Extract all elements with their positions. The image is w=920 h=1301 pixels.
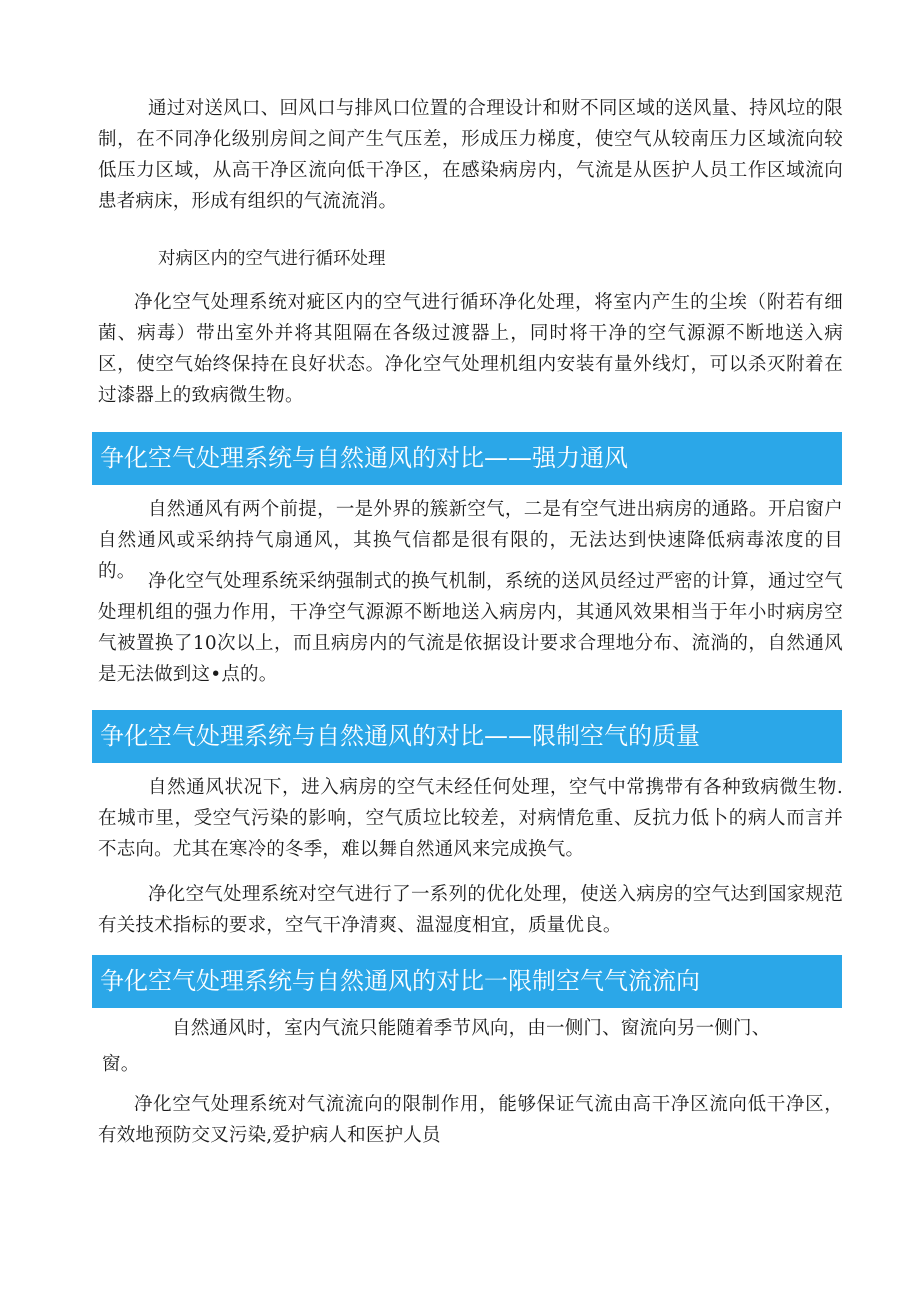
paragraph-airflow-control: 净化空气处理系统对气流流向的限制作用，能够保证气流由高干净区流向低干净区，有效地预防交叉污染,爱护病人和医护人员 bbox=[98, 1094, 843, 1146]
section-banner-forced-ventilation: 争化空气处理系统与自然通风的对比——强力通风 bbox=[92, 432, 842, 485]
paragraph-untreated-air: 自然通风状况下，进入病房的空气未经任何处理，空气中常携带有各种致病微生物.在城市里，受空气污染的影响，空气质垃比较差，对病情危重、反抗力低卜的病人而言并不志向。尤其在寒冷的冬季，难以舞自然通风来完成换气。 bbox=[98, 777, 843, 860]
paragraph-forced-air-exchange: 净化空气处理系统采纳强制式的换气机制，系统的送风员经过严密的计算，通过空气处理机组的强力作用，干净空气源源不断地送入病房内，其通风效果相当于年小时病房空气被置换了10次以上，而且病房内的气流是依据设计要求合理地分布、流淌的，自然通风是无法做到这•点的。 bbox=[98, 571, 843, 685]
section-banner-airflow-direction: 争化空气处理系统与自然通风的对比一限制空气气流流向 bbox=[92, 955, 842, 1008]
section-banner-air-quality: 争化空气处理系统与自然通风的对比——限制空气的质量 bbox=[92, 710, 842, 763]
paragraph-seasonal-airflow: 自然通风时，室内气流只能随着季节风向，由一侧门、窗流向另一侧门、 bbox=[172, 1018, 771, 1039]
paragraph-natural-ventilation: 自然通风有两个前提，一是外界的簇新空气，二是有空气进出病房的通路。开启窗户自然通风或采纳持气扇通风，其换气信都是很有限的，无法达到快速降低病毒浓度的目的。 bbox=[98, 499, 843, 582]
paragraph-optimized-air: 净化空气处理系统对空气进行了一系列的优化处理，使送入病房的空气达到国家规范有关技术指标的要求，空气干净清爽、温湿度相宜，质量优良。 bbox=[98, 884, 843, 936]
paragraph-circulation: 净化空气处理系统对疵区内的空气进行循环净化处理，将室内产生的尘埃（附若有细菌、病毒）带出室外并将其阻隔在各级过渡器上，同时将干净的空气源源不断地送入病区，使空气始终保持在良好状态。净化空气处理机组内安装有量外线灯，可以杀灭附着在过漆器上的致病微生物。 bbox=[98, 292, 843, 406]
paragraph-seasonal-airflow-end: 窗。 bbox=[102, 1054, 140, 1075]
subheading-circulation: 对病区内的空气进行循环处理 bbox=[158, 249, 386, 269]
paragraph-pressure-gradient: 通过对送风口、回风口与排风口位置的合理设计和财不同区域的送风量、持风垃的限制，在不同净化级别房间之间产生气压差，形成压力梯度，使空气从较南压力区域流向较低压力区域，从高干净区流向低干净区，在感染病房内，气流是从医护人员工作区域流向患者病床，形成有组织的气流流消。 bbox=[98, 98, 843, 212]
